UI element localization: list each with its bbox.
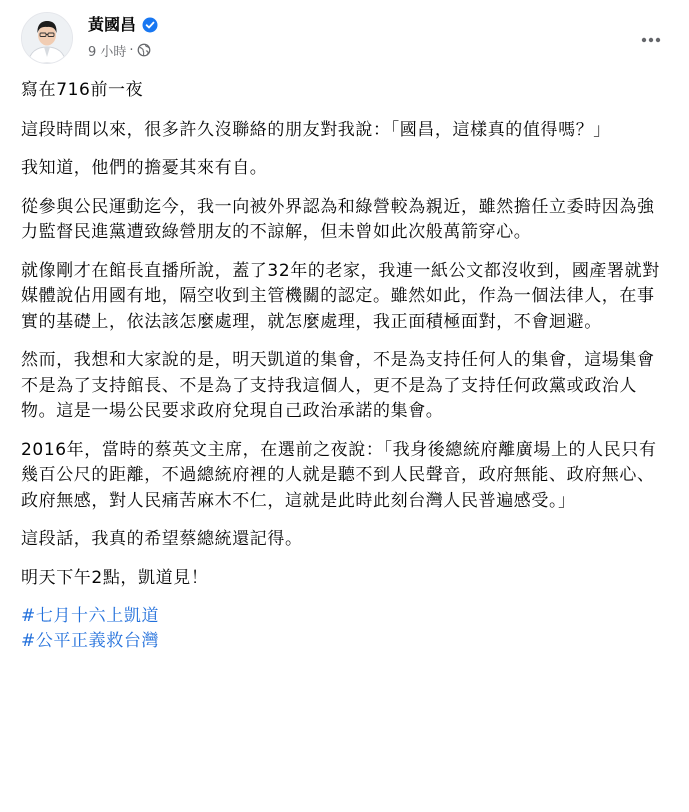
person-avatar-icon bbox=[22, 13, 72, 63]
post-paragraph: 2016年，當時的蔡英文主席，在選前之夜說：「我身後總統府離廣場上的人民只有幾百公尺的距離，不過總統府裡的人就是聽不到人民聲音，政府無能、政府無心、政府無感，對人民痛苦麻木不仁，這就是此時此刻台灣人民普遍感受。」 bbox=[21, 439, 657, 511]
author-name[interactable]: 黃國昌 bbox=[88, 15, 137, 34]
post-paragraph: 然而，我想和大家說的是，明天凱道的集會，不是為支持任何人的集會，這場集會不是為了支持館長、不是為了支持我這個人，更不是為了支持任何政黨或政治人物。這是一場公民要求政府兌現自己政治承諾的集會。 bbox=[21, 350, 655, 421]
hashtag-link[interactable]: #七月十六上凱道 bbox=[21, 606, 160, 626]
more-options-icon bbox=[641, 37, 661, 43]
author-line bbox=[88, 15, 158, 35]
post-paragraph: 這段話，我真的希望蔡總統還記得。 bbox=[21, 529, 303, 549]
author-avatar[interactable] bbox=[21, 12, 73, 64]
verified-badge-icon bbox=[142, 17, 158, 33]
post-paragraph: 寫在716前一夜 bbox=[21, 80, 144, 100]
more-options-button[interactable] bbox=[633, 22, 669, 58]
post-paragraph: 明天下午2點，凱道見！ bbox=[21, 567, 209, 588]
post-paragraph: 就像剛才在館長直播所說，蓋了32年的老家，我連一紙公文都沒收到，國產署就對媒體說佔用國有地，隔空收到主管機關的認定。雖然如此，作為一個法律人，在事實的基礎上，依法該怎麼處理，就怎麼處理，我正面積極面對，不會迴避。 bbox=[21, 260, 660, 332]
post-meta bbox=[88, 41, 151, 59]
post-body bbox=[21, 78, 669, 654]
post-header bbox=[21, 12, 669, 64]
post-paragraph: 從參與公民運動迄今，我一向被外界認為和綠營較為親近，雖然擔任立委時因為強力監督民進黨遭致綠營朋友的不諒解，但未曾如此次般萬箭穿心。 bbox=[21, 196, 655, 242]
post-paragraph: 這段時間以來，很多許久沒聯絡的朋友對我說：「國昌，這樣真的值得嗎？」 bbox=[21, 119, 611, 140]
post-timestamp[interactable]: 9 小時 bbox=[88, 44, 127, 60]
globe-icon[interactable] bbox=[137, 43, 151, 57]
hashtag-link[interactable]: #公平正義救台灣 bbox=[21, 631, 160, 651]
hashtag-list bbox=[21, 604, 669, 654]
post-paragraph: 我知道，他們的擔憂其來有自。 bbox=[21, 158, 268, 178]
meta-separator: · bbox=[129, 42, 134, 58]
